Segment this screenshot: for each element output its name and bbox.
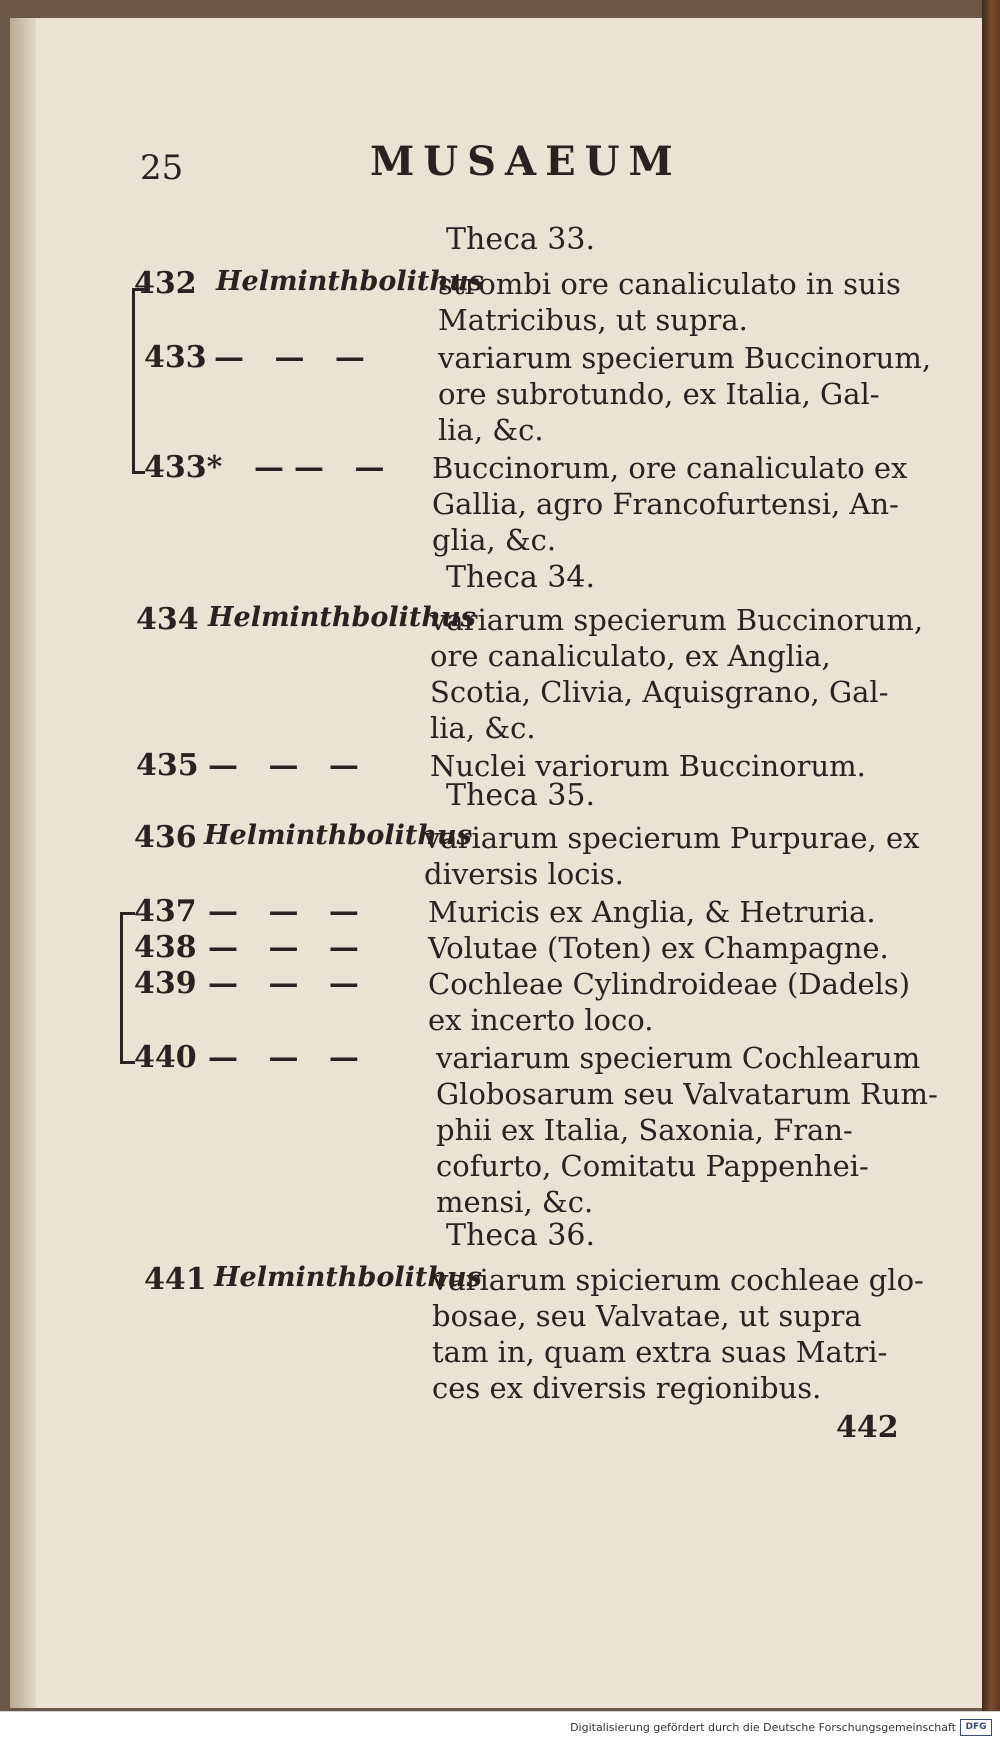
- section-heading: Theca 33.: [446, 222, 596, 257]
- entry-line: Globosarum seu Valvatarum Rum-: [436, 1077, 938, 1111]
- entry-line: ces ex diversis regionibus.: [432, 1371, 822, 1405]
- entry-number: 434: [136, 602, 199, 637]
- entry-line: cofurto, Comitatu Pappenhei-: [436, 1149, 869, 1183]
- entry-line: mensi, &c.: [436, 1185, 594, 1219]
- entry-number: 432: [134, 266, 197, 301]
- page-header: [0, 138, 1000, 188]
- section-heading: Theca 36.: [446, 1218, 596, 1253]
- entry-line: variarum specierum Buccinorum,: [430, 603, 924, 637]
- entry-line: tam in, quam extra suas Matri-: [432, 1335, 888, 1369]
- book-spine-edge: [982, 0, 1000, 1742]
- entry-line: Scotia, Clivia, Aquisgrano, Gal-: [430, 675, 889, 709]
- entry-line: ex incerto loco.: [428, 1003, 654, 1037]
- entry-number: 440: [134, 1040, 197, 1075]
- entry-line: Cochleae Cylindroideae (Dadels): [428, 967, 911, 1001]
- entry-line: bosae, seu Valvatae, ut supra: [432, 1299, 862, 1333]
- entry-line: Matricibus, ut supra.: [438, 303, 748, 337]
- entry-number: 439: [134, 966, 197, 1001]
- entry-number: 433*: [144, 450, 223, 485]
- entry-line: phii ex Italia, Saxonia, Fran-: [436, 1113, 853, 1147]
- entry-number: 433: [144, 340, 207, 375]
- entry-genus: Helminthbolithus: [204, 820, 472, 851]
- entry-number: 436: [134, 820, 197, 855]
- entry-line: glia, &c.: [432, 523, 557, 557]
- entry-number: 438: [134, 930, 197, 965]
- ditto-dash: —— —: [254, 450, 395, 485]
- footer-bar: [0, 1711, 1000, 1742]
- running-title: MUSAEUM: [370, 138, 682, 185]
- ditto-dash: — — —: [208, 966, 369, 1001]
- ditto-dash: — — —: [214, 340, 375, 375]
- entry-genus: Helminthbolithus: [208, 602, 476, 633]
- entry-number: 435: [136, 748, 199, 783]
- entry-line: ore canaliculato, ex Anglia,: [430, 639, 831, 673]
- ditto-dash: — — —: [208, 930, 369, 965]
- entry-genus: Helminthbolithus: [216, 266, 484, 297]
- entry-line: variarum specierum Purpurae, ex: [424, 821, 920, 855]
- ditto-dash: — — —: [208, 1040, 369, 1075]
- entry-line: Gallia, agro Francofurtensi, An-: [432, 487, 899, 521]
- entry-line: Volutae (Toten) ex Champagne.: [428, 931, 889, 965]
- entry-line: variarum spicierum cochleae glo-: [432, 1263, 924, 1297]
- group-bracket: [132, 288, 145, 474]
- section-heading: Theca 34.: [446, 560, 596, 595]
- entry-line: Muricis ex Anglia, & Hetruria.: [428, 895, 876, 929]
- entry-line: variarum specierum Cochlearum: [436, 1041, 921, 1075]
- ditto-dash: — — —: [208, 894, 369, 929]
- entry-line: Buccinorum, ore canaliculato ex: [432, 451, 908, 485]
- entry-line: diversis locis.: [424, 857, 624, 891]
- section-heading: Theca 35.: [446, 778, 596, 813]
- entry-line: lia, &c.: [430, 711, 536, 745]
- entry-line: Nuclei variorum Buccinorum.: [430, 749, 866, 783]
- footer-credit: Digitalisierung gefördert durch die Deutsche Forschungsgemeinschaft: [570, 1721, 956, 1734]
- entry-line: variarum specierum Buccinorum,: [438, 341, 932, 375]
- ditto-dash: — — —: [208, 748, 369, 783]
- page-number: 25: [140, 148, 184, 188]
- entry-line: lia, &c.: [438, 413, 544, 447]
- entry-genus: Helminthbolithus: [214, 1262, 482, 1293]
- entry-number: 441: [144, 1262, 207, 1297]
- group-bracket: [120, 912, 135, 1064]
- entry-line: ore subrotundo, ex Italia, Gal-: [438, 377, 880, 411]
- catchword: 442: [836, 1410, 899, 1445]
- entry-number: 437: [134, 894, 197, 929]
- dfg-logo: DFG: [960, 1719, 992, 1736]
- page-gutter-shadow: [10, 18, 36, 1708]
- entry-line: strombi ore canaliculato in suis: [438, 267, 901, 301]
